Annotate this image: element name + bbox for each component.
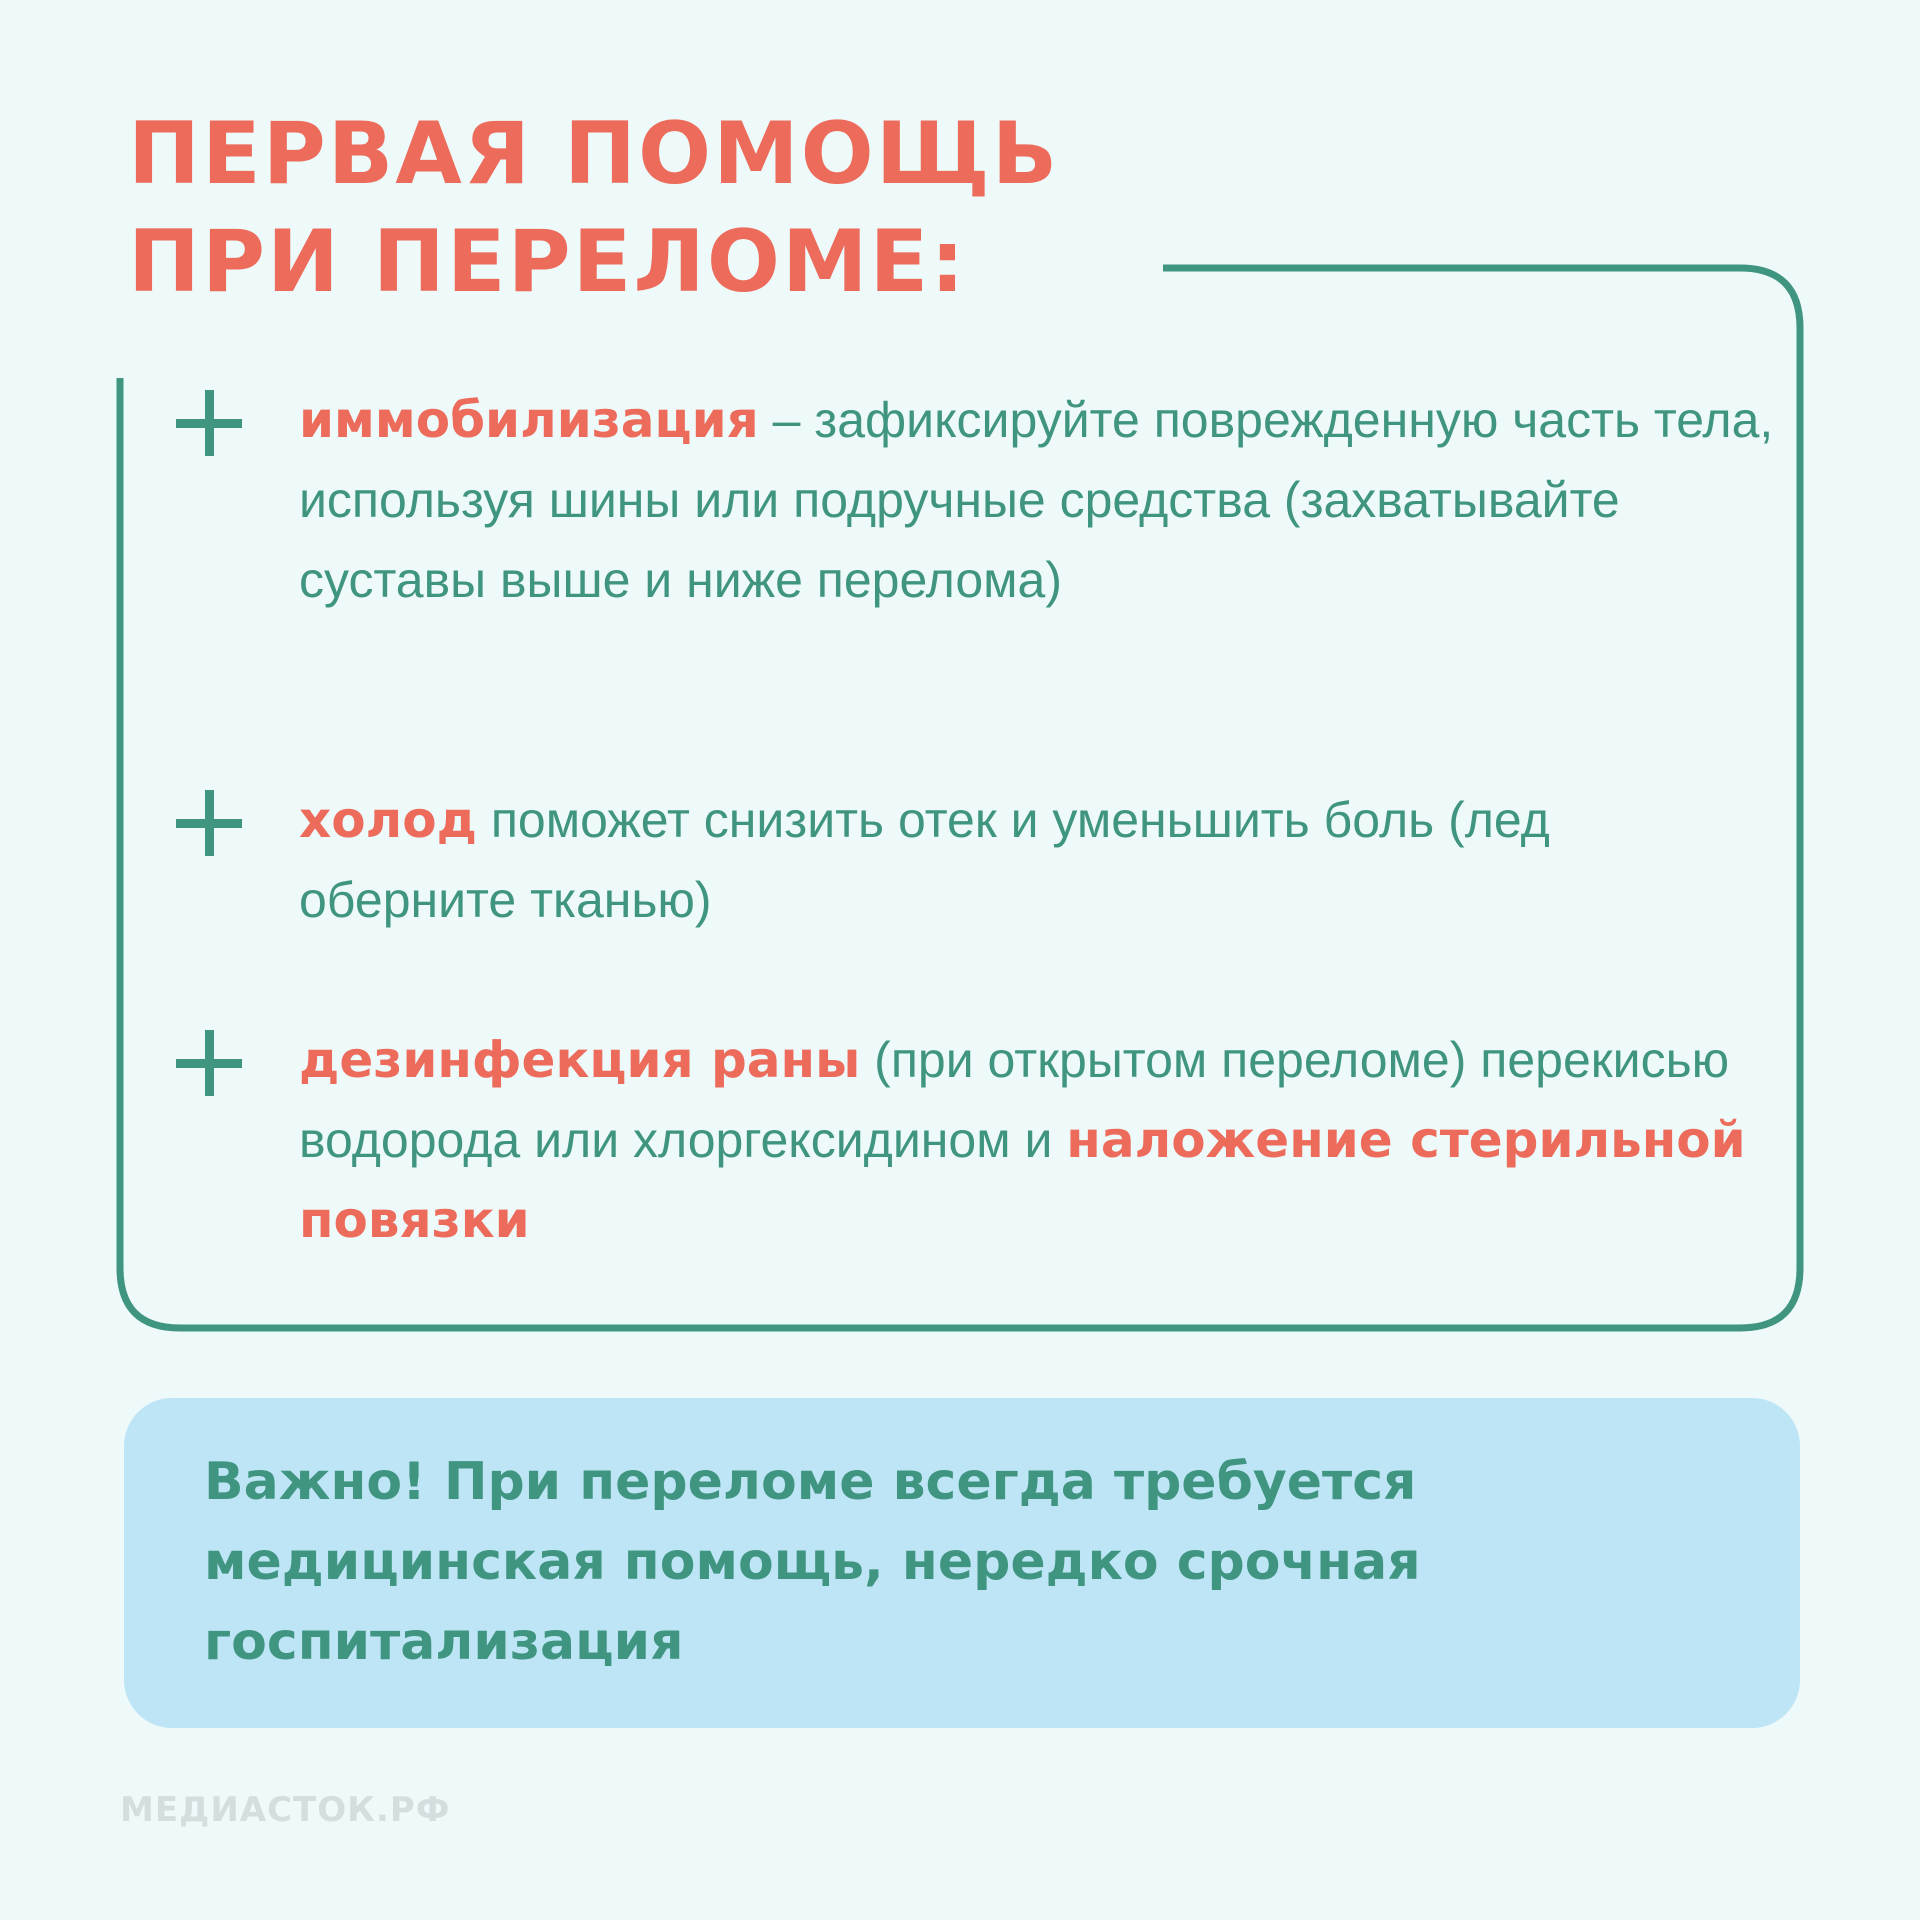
item-description: – зафиксируйте поврежденную часть тела, используя шины или подручные средства (захватывайте суставы выше и ниже перелома) [299,392,1774,608]
plus-icon [176,790,242,856]
title-line-2: ПРИ ПЕРЕЛОМЕ: [128,212,967,312]
item-highlight: холод [299,791,477,849]
title-line-1: ПЕРВАЯ ПОМОЩЬ [128,104,1060,204]
watermark: МЕДИАСТОК.РФ [120,1790,451,1830]
plus-icon [176,1030,242,1096]
item-text [299,780,1779,940]
item-text [299,1020,1779,1260]
notice-text: Важно! При переломе всегда требуется медицинская помощь, нередко срочная госпитализация [204,1452,1421,1672]
item-highlight: иммобилизация [299,391,759,449]
item-highlight: дезинфекция раны [299,1031,861,1089]
item-description: поможет снизить отек и уменьшить боль (лед оберните тканью) [299,792,1550,928]
important-notice [124,1398,1800,1728]
item-description: (при открытом переломе) перекисью водорода или хлоргексидином и [299,1032,1730,1168]
plus-icon [176,390,242,456]
item-text [299,380,1779,620]
item-highlight-secondary: наложение стерильной повязки [299,1111,1746,1249]
